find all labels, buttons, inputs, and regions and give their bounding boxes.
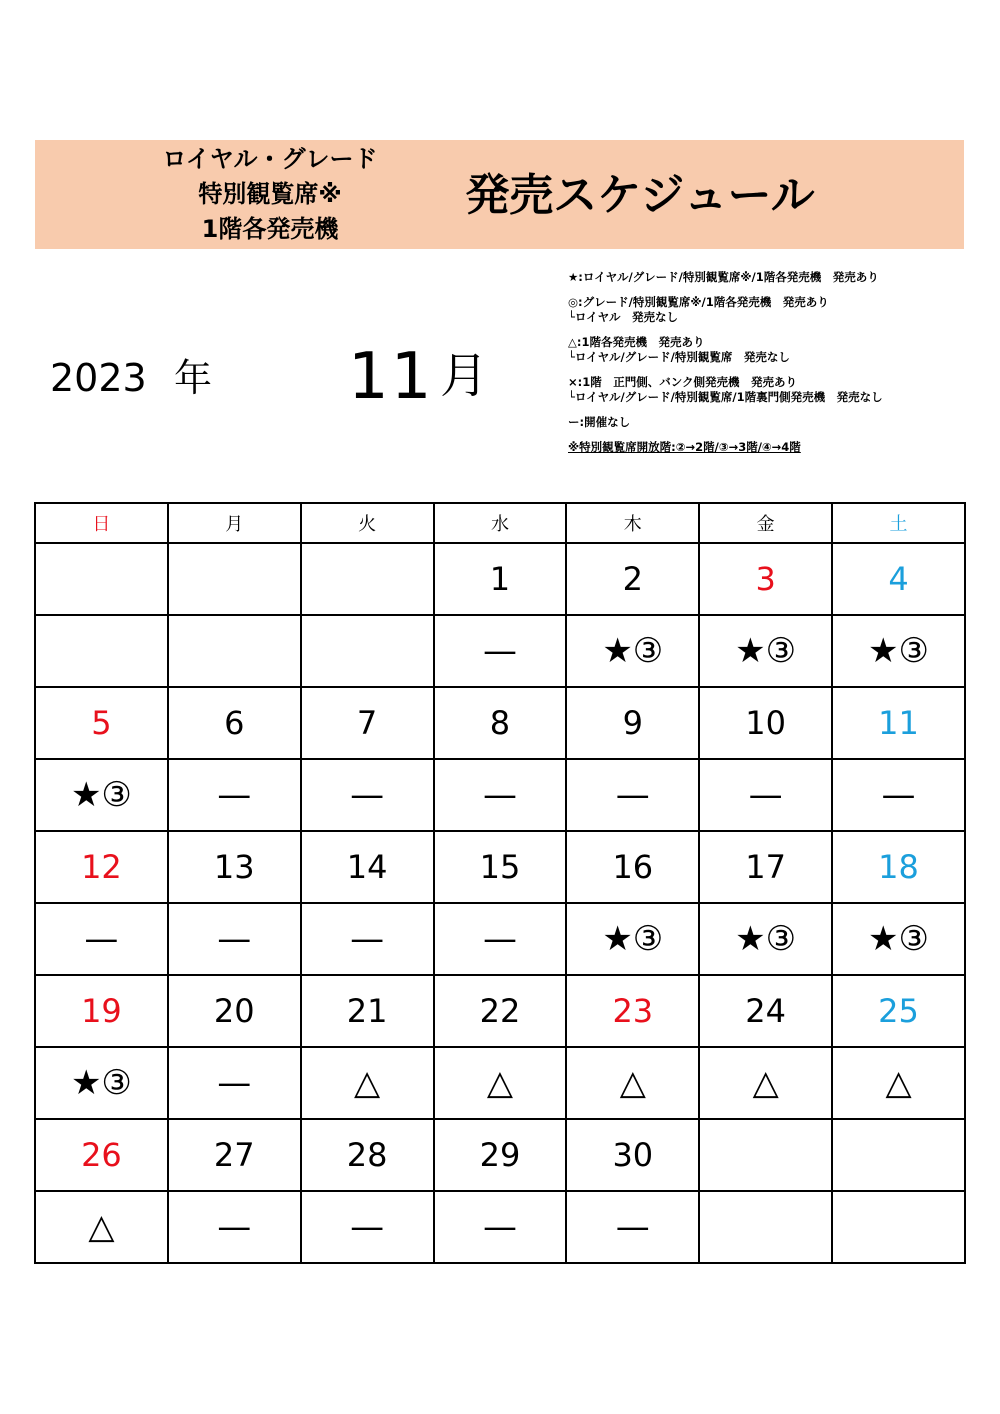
weekday-tue: 火 <box>301 503 434 543</box>
day-cell: 11 <box>832 687 965 759</box>
day-cell: 12 <box>35 831 168 903</box>
date-row <box>35 831 965 903</box>
mark-cell <box>699 1191 832 1263</box>
day-cell-holiday: 3 <box>699 543 832 615</box>
weekday-mon: 月 <box>168 503 301 543</box>
month-label: 月 <box>440 348 489 404</box>
year-value: 2023 <box>50 356 147 400</box>
mark-cell: △ <box>35 1191 168 1263</box>
legend <box>568 270 988 465</box>
mark-cell: △ <box>434 1047 567 1119</box>
day-cell: 5 <box>35 687 168 759</box>
day-cell <box>35 543 168 615</box>
day-cell: 17 <box>699 831 832 903</box>
legend-star: ★:ロイヤル/グレード/特別観覧席※/1階各発売機 発売あり <box>568 270 879 284</box>
legend-line: └ロイヤル 発売なし <box>568 310 678 324</box>
mark-cell: — <box>566 1191 699 1263</box>
legend-line: △:1階各発売機 発売あり <box>568 335 705 349</box>
mark-cell: ★③ <box>699 903 832 975</box>
calendar-table <box>34 502 966 1264</box>
mark-cell: — <box>832 759 965 831</box>
day-cell: 28 <box>301 1119 434 1191</box>
day-cell: 2 <box>566 543 699 615</box>
header-subtitle-line: ロイヤル・グレード <box>162 145 378 173</box>
weekday-sat: 土 <box>832 503 965 543</box>
day-cell: 19 <box>35 975 168 1047</box>
day-cell: 14 <box>301 831 434 903</box>
mark-cell: △ <box>301 1047 434 1119</box>
mark-cell <box>168 615 301 687</box>
weekday-wed: 水 <box>434 503 567 543</box>
mark-cell: — <box>35 903 168 975</box>
mark-row <box>35 1047 965 1119</box>
day-cell: 26 <box>35 1119 168 1191</box>
day-cell <box>301 543 434 615</box>
day-cell <box>699 1119 832 1191</box>
day-cell: 4 <box>832 543 965 615</box>
day-cell: 29 <box>434 1119 567 1191</box>
day-cell: 1 <box>434 543 567 615</box>
mark-cell <box>35 615 168 687</box>
legend-line: ◎:グレード/特別観覧席※/1階各発売機 発売あり <box>568 295 829 309</box>
day-cell: 30 <box>566 1119 699 1191</box>
mark-cell: ★③ <box>566 615 699 687</box>
legend-dash: ー:開催なし <box>568 415 631 429</box>
day-cell: 15 <box>434 831 567 903</box>
mark-cell: ★③ <box>35 759 168 831</box>
date-row <box>35 543 965 615</box>
date-row <box>35 687 965 759</box>
day-cell: 20 <box>168 975 301 1047</box>
mark-cell: — <box>434 1191 567 1263</box>
mark-cell: — <box>699 759 832 831</box>
mark-cell: — <box>434 903 567 975</box>
legend-cross <box>568 375 988 405</box>
page-title: 発売スケジュール <box>465 170 815 221</box>
mark-cell: — <box>434 615 567 687</box>
day-cell: 7 <box>301 687 434 759</box>
mark-cell: △ <box>566 1047 699 1119</box>
legend-line: └ロイヤル/グレード/特別観覧席/1階裏門側発売機 発売なし <box>568 390 883 404</box>
header-banner <box>35 140 964 249</box>
day-cell: 18 <box>832 831 965 903</box>
mark-cell: — <box>301 759 434 831</box>
day-cell: 24 <box>699 975 832 1047</box>
month-value: 11 <box>348 340 434 414</box>
day-cell: 22 <box>434 975 567 1047</box>
weekday-fri: 金 <box>699 503 832 543</box>
day-cell: 6 <box>168 687 301 759</box>
day-cell: 10 <box>699 687 832 759</box>
legend-line: └ロイヤル/グレード/特別観覧席 発売なし <box>568 350 790 364</box>
header-subtitle-line: 1階各発売機 <box>201 215 339 243</box>
mark-cell: — <box>566 759 699 831</box>
mark-cell: ★③ <box>35 1047 168 1119</box>
date-row <box>35 975 965 1047</box>
mark-cell <box>301 615 434 687</box>
mark-cell: — <box>301 903 434 975</box>
mark-cell: — <box>168 759 301 831</box>
day-cell: 27 <box>168 1119 301 1191</box>
day-cell-holiday: 23 <box>566 975 699 1047</box>
mark-cell: ★③ <box>699 615 832 687</box>
mark-cell: ★③ <box>566 903 699 975</box>
day-cell: 13 <box>168 831 301 903</box>
day-cell <box>832 1119 965 1191</box>
mark-cell <box>832 1191 965 1263</box>
day-cell <box>168 543 301 615</box>
day-cell: 8 <box>434 687 567 759</box>
mark-cell: — <box>301 1191 434 1263</box>
mark-row <box>35 903 965 975</box>
day-cell: 25 <box>832 975 965 1047</box>
date-row <box>35 1119 965 1191</box>
mark-cell: — <box>168 1191 301 1263</box>
mark-row <box>35 759 965 831</box>
header-subtitle <box>130 142 410 247</box>
day-cell: 9 <box>566 687 699 759</box>
mark-cell: ★③ <box>832 903 965 975</box>
mark-cell: — <box>168 903 301 975</box>
mark-cell: △ <box>699 1047 832 1119</box>
mark-cell: — <box>168 1047 301 1119</box>
mark-cell: △ <box>832 1047 965 1119</box>
day-cell: 21 <box>301 975 434 1047</box>
legend-line: ×:1階 正門側、バンク側発売機 発売あり <box>568 375 798 389</box>
legend-triangle <box>568 335 988 365</box>
weekday-header-row <box>35 503 965 543</box>
year-label: 年 <box>174 356 213 400</box>
mark-row <box>35 1191 965 1263</box>
weekday-thu: 木 <box>566 503 699 543</box>
mark-cell: — <box>434 759 567 831</box>
weekday-sun: 日 <box>35 503 168 543</box>
header-subtitle-line: 特別観覧席※ <box>198 180 342 208</box>
day-cell: 16 <box>566 831 699 903</box>
legend-notice: ※特別観覧席開放階:②→2階/③→3階/④→4階 <box>568 440 801 454</box>
legend-double-circle <box>568 295 988 325</box>
mark-row <box>35 615 965 687</box>
mark-cell: ★③ <box>832 615 965 687</box>
